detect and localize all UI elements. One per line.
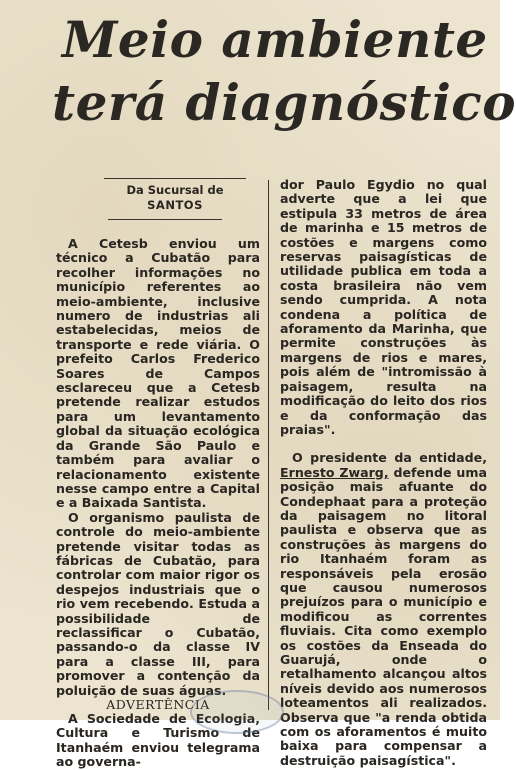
headline-line-1: Meio ambiente	[62, 10, 488, 69]
byline	[104, 178, 246, 213]
left-paragraph-3: A Sociedade de Ecologia, Cultura e Turismo de Itanhaém enviou telegrama ao governa-	[56, 711, 260, 770]
byline-rule	[108, 219, 222, 220]
left-paragraph-2: O organismo paulista de controle do meio-ambiente pretende visitar todas as fábricas de Cubatão, para controlar com maior rigor os despejos industriais que o rio vem recebendo. Estuda a possibilidade de reclassificar o Cubatão, passando-o da classe IV para a classe III, para promover a contenção da poluição de suas águas.	[56, 509, 260, 698]
right-paragraph-2-lead: O presidente da entidade,	[292, 450, 487, 466]
left-paragraph-1: A Cetesb enviou um técnico a Cubatão para recolher informações no município referentes ao meio-ambiente, inclusive numero de industrias ali estabelecidas, meios de transporte e rede viária. O prefeito Carlos Frederico Soares de Campos esclareceu que a Cetesb pretende realizar estudos para um levantamento global da situação ecológica da Grande São Paulo e também para avaliar o relacionamento existente nesse campo entre a Capital e a Baixada Santista.	[56, 236, 260, 511]
person-name-ernesto-zwarg: Ernesto Zwarg,	[280, 464, 389, 480]
right-paragraph-2-body: defende uma posição mais afuante do Condephaat para a proteção da paisagem no litoral paulista e observa que as construções às margens do rio Itanhaém foram as responsáveis pela erosão que causou numerosos prejuízos para o município e modificou as correntes fluviais. Cita como exemplo os costões da Enseada do Guarujá, onde o retalhamento alcançou altos níveis devido aos numerosos loteamentos ali realizados. Observa que "a renda obtida com os aforamentos é muito baixa para compensar a destruição paisagística".	[280, 464, 487, 768]
paragraph-gap	[280, 437, 487, 451]
right-column	[280, 178, 487, 768]
headline-line-2: terá diagnóstico	[52, 73, 516, 132]
subheading-advertencia: ADVERTÊNCIA	[106, 697, 210, 712]
byline-line-2: SANTOS	[147, 198, 203, 212]
right-paragraph-1: dor Paulo Egydio no qual adverte que a lei que estipula 33 metros de área de marinha e 15 metros de costões e margens como reservas paisagísticas de utilidade publica em toda a costa brasileira não vem sendo cumprida. A nota condena a política de aforamento da Marinha, que permite construções às margens de rios e mares, pois além de "intromissão à paisagem, resulta na modificação do leito dos rios e da conformação das praias".	[280, 177, 487, 437]
byline-line-1: Da Sucursal de	[126, 183, 224, 197]
right-paragraph-2	[280, 451, 487, 768]
column-divider	[268, 180, 269, 710]
ink-stain	[190, 690, 284, 734]
headline	[52, 8, 516, 134]
left-column	[56, 178, 260, 770]
